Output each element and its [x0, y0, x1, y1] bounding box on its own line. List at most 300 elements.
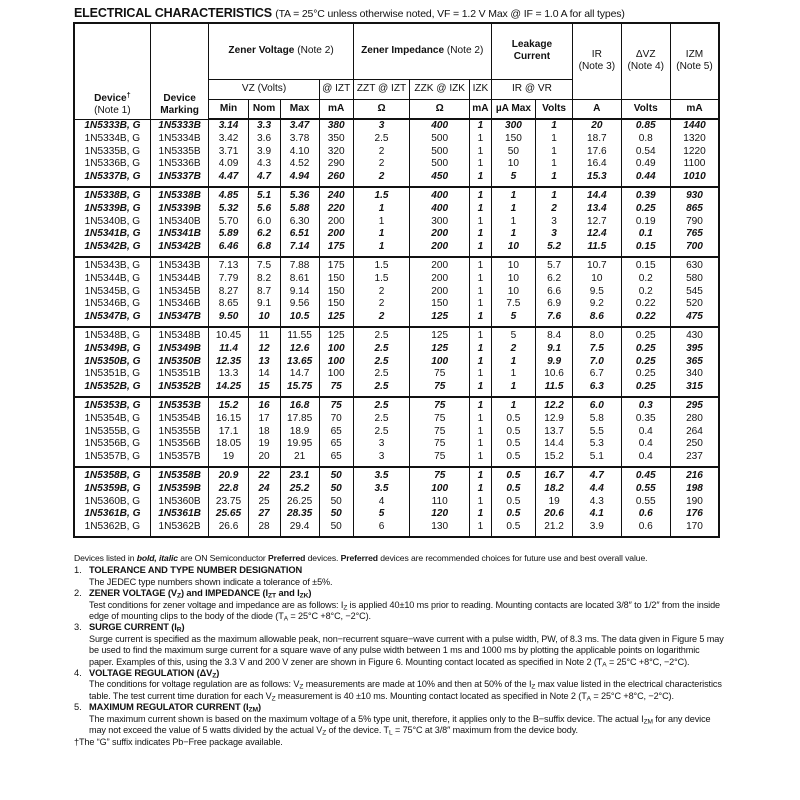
- cell-izk: 1: [470, 413, 492, 426]
- cell-vr: 12.2: [536, 397, 573, 413]
- cell-vz-min: 3.14: [209, 119, 248, 133]
- cell-vz-min: 14.25: [209, 381, 248, 397]
- group-header-zener-impedance: Zener Impedance (Note 2): [353, 23, 491, 79]
- cell-vz-nom: 3.3: [248, 119, 280, 133]
- cell-vr: 15.2: [536, 451, 573, 467]
- cell-zzk: 100: [410, 356, 470, 369]
- cell-vr: 6.6: [536, 286, 573, 299]
- cell-ir-ua: 10: [491, 241, 535, 257]
- table-row: [74, 298, 719, 311]
- col-header-device: Device† (Note 1): [74, 23, 150, 119]
- cell-vz-max: 4.52: [280, 158, 319, 171]
- cell-marking: 1N5355B: [150, 426, 209, 439]
- cell-device: 1N5342B, G: [74, 241, 150, 257]
- cell-ir-ua: 5: [491, 171, 535, 187]
- cell-vz-max: 5.88: [280, 203, 319, 216]
- device-note-label: (Note 1): [94, 104, 131, 116]
- cell-vr: 2: [536, 203, 573, 216]
- cell-zzk: 200: [410, 228, 470, 241]
- table-row: [74, 451, 719, 467]
- col-header-ir: IR (Note 3): [573, 23, 621, 99]
- cell-vz-max: 16.8: [280, 397, 319, 413]
- cell-vz-nom: 17: [248, 413, 280, 426]
- unit-header: Volts: [621, 99, 670, 119]
- cell-dvz: 0.45: [621, 467, 670, 483]
- cell-zzt: 1: [353, 216, 410, 229]
- cell-izk: 1: [470, 241, 492, 257]
- cell-zzk: 75: [410, 397, 470, 413]
- cell-izk: 1: [470, 327, 492, 343]
- cell-zzk: 75: [410, 438, 470, 451]
- cell-zzk: 75: [410, 467, 470, 483]
- cell-vz-min: 13.3: [209, 368, 248, 381]
- cell-device: 1N5362B, G: [74, 521, 150, 537]
- cell-zzt: 3.5: [353, 467, 410, 483]
- cell-vr: 18.2: [536, 483, 573, 496]
- table-row: [74, 426, 719, 439]
- cell-vz-min: 4.09: [209, 158, 248, 171]
- cell-izk: 1: [470, 286, 492, 299]
- cell-ir-ua: 0.5: [491, 413, 535, 426]
- cell-ir-a: 11.5: [573, 241, 621, 257]
- cell-zzt: 2: [353, 286, 410, 299]
- cell-izt: 65: [319, 438, 353, 451]
- cell-device: 1N5359B, G: [74, 483, 150, 496]
- cell-zzt: 4: [353, 496, 410, 509]
- table-row: [74, 397, 719, 413]
- cell-dvz: 0.22: [621, 311, 670, 327]
- cell-izm: 765: [670, 228, 719, 241]
- cell-device: 1N5354B, G: [74, 413, 150, 426]
- unit-header: Min: [209, 99, 248, 119]
- note-heading: MAXIMUM REGULATOR CURRENT $(I_{ZM})$: [89, 702, 262, 714]
- cell-dvz: 0.19: [621, 216, 670, 229]
- cell-ir-a: 15.3: [573, 171, 621, 187]
- cell-vr: 11.5: [536, 381, 573, 397]
- cell-vz-max: 25.2: [280, 483, 319, 496]
- cell-device: 1N5357B, G: [74, 451, 150, 467]
- cell-izt: 100: [319, 368, 353, 381]
- cell-vz-max: 13.65: [280, 356, 319, 369]
- cell-marking: 1N5350B: [150, 356, 209, 369]
- cell-izk: 1: [470, 187, 492, 203]
- cell-vz-min: 17.1: [209, 426, 248, 439]
- cell-vz-min: 26.6: [209, 521, 248, 537]
- cell-vr: 21.2: [536, 521, 573, 537]
- cell-device: 1N5346B, G: [74, 298, 150, 311]
- cell-zzt: 2.5: [353, 133, 410, 146]
- cell-marking: 1N5337B: [150, 171, 209, 187]
- table-row: [74, 273, 719, 286]
- cell-ir-ua: 0.5: [491, 496, 535, 509]
- cell-izk: 1: [470, 426, 492, 439]
- unit-header: Nom: [248, 99, 280, 119]
- cell-ir-ua: 300: [491, 119, 535, 133]
- cell-izt: 75: [319, 397, 353, 413]
- cell-ir-a: 4.3: [573, 496, 621, 509]
- cell-vz-nom: 27: [248, 508, 280, 521]
- cell-vz-nom: 15: [248, 381, 280, 397]
- cell-marking: 1N5362B: [150, 521, 209, 537]
- cell-zzk: 75: [410, 413, 470, 426]
- cell-vz-max: 5.36: [280, 187, 319, 203]
- cell-izm: 865: [670, 203, 719, 216]
- cell-vz-nom: 20: [248, 451, 280, 467]
- cell-dvz: 0.35: [621, 413, 670, 426]
- cell-vz-max: 18.9: [280, 426, 319, 439]
- cell-vz-max: 3.78: [280, 133, 319, 146]
- cell-ir-ua: 1: [491, 216, 535, 229]
- cell-device: 1N5343B, G: [74, 257, 150, 273]
- cell-izt: 50: [319, 483, 353, 496]
- cell-marking: 1N5333B: [150, 119, 209, 133]
- cell-vz-min: 20.9: [209, 467, 248, 483]
- cell-izk: 1: [470, 451, 492, 467]
- cell-device: 1N5349B, G: [74, 343, 150, 356]
- cell-device: 1N5334B, G: [74, 133, 150, 146]
- cell-vz-nom: 12: [248, 343, 280, 356]
- cell-zzk: 75: [410, 426, 470, 439]
- cell-marking: 1N5345B: [150, 286, 209, 299]
- cell-izm: 1100: [670, 158, 719, 171]
- cell-vz-nom: 18: [248, 426, 280, 439]
- cell-vr: 19: [536, 496, 573, 509]
- note-item: [74, 702, 724, 736]
- cell-vz-max: 21: [280, 451, 319, 467]
- cell-izt: 65: [319, 451, 353, 467]
- cell-vz-min: 9.50: [209, 311, 248, 327]
- cell-vz-max: 23.1: [280, 467, 319, 483]
- cell-device: 1N5348B, G: [74, 327, 150, 343]
- cell-dvz: 0.4: [621, 451, 670, 467]
- cell-izt: 50: [319, 521, 353, 537]
- table-row: [74, 343, 719, 356]
- cell-ir-a: 13.4: [573, 203, 621, 216]
- cell-device: 1N5337B, G: [74, 171, 150, 187]
- cell-izk: 1: [470, 158, 492, 171]
- cell-izm: 315: [670, 381, 719, 397]
- cell-izk: 1: [470, 508, 492, 521]
- cell-ir-a: 5.3: [573, 438, 621, 451]
- cell-marking: 1N5353B: [150, 397, 209, 413]
- table-row: [74, 133, 719, 146]
- cell-dvz: 0.8: [621, 133, 670, 146]
- cell-dvz: 0.49: [621, 158, 670, 171]
- cell-izm: 280: [670, 413, 719, 426]
- cell-vz-max: 6.51: [280, 228, 319, 241]
- note-heading: SURGE CURRENT $(I_R)$: [89, 622, 185, 635]
- cell-zzt: 1.5: [353, 187, 410, 203]
- cell-vr: 14.4: [536, 438, 573, 451]
- cell-vr: 12.9: [536, 413, 573, 426]
- cell-vr: 7.6: [536, 311, 573, 327]
- cell-zzt: 2: [353, 298, 410, 311]
- cell-izm: 520: [670, 298, 719, 311]
- cell-izm: 1010: [670, 171, 719, 187]
- cell-vz-nom: 10: [248, 311, 280, 327]
- cell-vz-nom: 9.1: [248, 298, 280, 311]
- table-row: [74, 241, 719, 257]
- cell-ir-a: 18.7: [573, 133, 621, 146]
- note-body: The conditions for voltage regulation are as follows: $V_Z$ measurements are made at 10% and then at 50% of the $I_Z$ max value listed in the electrical characteristics table. The test current time duration for each $V_Z$ measurement is 40 ±10 ms. Mounting contact located as specified in Note 2 ($T_A = 25^\circ C +8^\circ C$, −2°C).: [89, 679, 722, 703]
- cell-izm: 176: [670, 508, 719, 521]
- cell-vz-max: 10.5: [280, 311, 319, 327]
- cell-vr: 8.4: [536, 327, 573, 343]
- cell-marking: 1N5346B: [150, 298, 209, 311]
- cell-izm: 930: [670, 187, 719, 203]
- cell-vz-max: 28.35: [280, 508, 319, 521]
- cell-ir-a: 16.4: [573, 158, 621, 171]
- cell-izt: 220: [319, 203, 353, 216]
- cell-zzk: 130: [410, 521, 470, 537]
- col-header-izm: IZM (Note 5): [670, 23, 719, 99]
- cell-zzk: 200: [410, 257, 470, 273]
- cell-marking: 1N5334B: [150, 133, 209, 146]
- cell-zzk: 200: [410, 241, 470, 257]
- cell-marking: 1N5351B: [150, 368, 209, 381]
- cell-vr: 1: [536, 133, 573, 146]
- cell-izk: 1: [470, 273, 492, 286]
- cell-ir-a: 3.9: [573, 521, 621, 537]
- note-item: [74, 622, 724, 668]
- cell-izk: 1: [470, 133, 492, 146]
- cell-ir-a: 9.2: [573, 298, 621, 311]
- cell-izm: 340: [670, 368, 719, 381]
- cell-vz-nom: 4.7: [248, 171, 280, 187]
- unit-header: µA Max: [491, 99, 535, 119]
- marking-label-line2: Marking: [160, 104, 199, 116]
- cell-dvz: 0.25: [621, 381, 670, 397]
- cell-device: 1N5353B, G: [74, 397, 150, 413]
- table-row: [74, 171, 719, 187]
- cell-zzt: 2: [353, 171, 410, 187]
- table-row: [74, 216, 719, 229]
- cell-dvz: 0.2: [621, 286, 670, 299]
- cell-zzt: 3.5: [353, 483, 410, 496]
- cell-marking: 1N5359B: [150, 483, 209, 496]
- cell-vz-max: 9.56: [280, 298, 319, 311]
- cell-zzt: 2.5: [353, 356, 410, 369]
- col-header-ir-at-vr: IR @ VR: [491, 79, 572, 99]
- table-row: [74, 286, 719, 299]
- cell-marking: 1N5352B: [150, 381, 209, 397]
- table-row: [74, 158, 719, 171]
- note-heading: VOLTAGE REGULATION $(\Delta V_Z)$: [89, 668, 220, 680]
- cell-dvz: 0.54: [621, 146, 670, 159]
- cell-dvz: 0.4: [621, 426, 670, 439]
- cell-izm: 250: [670, 438, 719, 451]
- cell-izk: 1: [470, 146, 492, 159]
- cell-ir-ua: 5: [491, 327, 535, 343]
- cell-marking: 1N5357B: [150, 451, 209, 467]
- cell-zzt: 1: [353, 241, 410, 257]
- cell-dvz: 0.25: [621, 327, 670, 343]
- cell-ir-a: 17.6: [573, 146, 621, 159]
- unit-header: Volts: [536, 99, 573, 119]
- cell-dvz: 0.39: [621, 187, 670, 203]
- cell-vz-nom: 22: [248, 467, 280, 483]
- cell-zzk: 450: [410, 171, 470, 187]
- cell-vz-min: 11.4: [209, 343, 248, 356]
- cell-vr: 13.7: [536, 426, 573, 439]
- cell-izm: 237: [670, 451, 719, 467]
- cell-vz-min: 10.45: [209, 327, 248, 343]
- table-row: [74, 381, 719, 397]
- cell-dvz: 0.6: [621, 521, 670, 537]
- section-title: [74, 6, 625, 20]
- cell-marking: 1N5344B: [150, 273, 209, 286]
- cell-izm: 216: [670, 467, 719, 483]
- cell-dvz: 0.25: [621, 343, 670, 356]
- cell-zzt: 2.5: [353, 327, 410, 343]
- cell-device: 1N5333B, G: [74, 119, 150, 133]
- cell-vz-min: 15.2: [209, 397, 248, 413]
- electrical-characteristics-table: [73, 22, 720, 538]
- cell-ir-ua: 150: [491, 133, 535, 146]
- cell-ir-a: 7.5: [573, 343, 621, 356]
- table-row: [74, 496, 719, 509]
- note-body: Surge current is specified as the maximum allowable peak, non−recurrent square−wave current with a pulse width, PW, of 8.3 ms. The data given in Figure 5 may be used to find the maximum surge current for a square wave of any pulse width between 1 ms and 1000 ms by plotting the applicable points on logarithmic paper. Examples of this, using the 3.3 V and 200 V zener are shown in Figure 6. Mounting contact located as specified in Note 2 ($T_A = 25^\circ C +8^\circ C$, −2°C).: [89, 633, 724, 669]
- cell-vr: 6.2: [536, 273, 573, 286]
- cell-izk: 1: [470, 343, 492, 356]
- cell-izk: 1: [470, 438, 492, 451]
- cell-device: 1N5340B, G: [74, 216, 150, 229]
- cell-ir-ua: 7.5: [491, 298, 535, 311]
- cell-ir-a: 4.4: [573, 483, 621, 496]
- cell-zzk: 75: [410, 451, 470, 467]
- cell-ir-ua: 0.5: [491, 508, 535, 521]
- cell-ir-a: 6.0: [573, 397, 621, 413]
- cell-vz-nom: 25: [248, 496, 280, 509]
- note-item: [74, 668, 724, 702]
- cell-zzt: 2: [353, 158, 410, 171]
- cell-marking: 1N5340B: [150, 216, 209, 229]
- cell-ir-ua: 0.5: [491, 483, 535, 496]
- cell-marking: 1N5361B: [150, 508, 209, 521]
- cell-zzt: 3: [353, 438, 410, 451]
- note-number: 2.: [74, 588, 82, 599]
- cell-vz-min: 18.05: [209, 438, 248, 451]
- cell-ir-a: 9.5: [573, 286, 621, 299]
- note-number: 3.: [74, 622, 82, 633]
- cell-izt: 75: [319, 381, 353, 397]
- cell-zzk: 500: [410, 146, 470, 159]
- cell-izm: 545: [670, 286, 719, 299]
- numbered-notes: [74, 565, 724, 736]
- cell-zzt: 2.5: [353, 368, 410, 381]
- cell-ir-a: 6.7: [573, 368, 621, 381]
- cell-device: 1N5335B, G: [74, 146, 150, 159]
- cell-vz-max: 26.25: [280, 496, 319, 509]
- cell-zzt: 2: [353, 311, 410, 327]
- cell-zzt: 6: [353, 521, 410, 537]
- cell-vz-min: 5.70: [209, 216, 248, 229]
- cell-vz-min: 12.35: [209, 356, 248, 369]
- preferred-devices-note: Devices listed in bold, italic are ON Semiconductor Preferred devices. Preferred devices are recommended choices for future use and best overall value.: [74, 553, 648, 563]
- unit-header: mA: [470, 99, 492, 119]
- cell-vr: 5.7: [536, 257, 573, 273]
- table-row: [74, 356, 719, 369]
- cell-ir-a: 6.3: [573, 381, 621, 397]
- cell-device: 1N5361B, G: [74, 508, 150, 521]
- cell-vz-nom: 24: [248, 483, 280, 496]
- cell-zzk: 400: [410, 119, 470, 133]
- cell-zzt: 2.5: [353, 343, 410, 356]
- notes-section: [74, 553, 724, 748]
- cell-device: 1N5355B, G: [74, 426, 150, 439]
- cell-dvz: 0.55: [621, 483, 670, 496]
- cell-izm: 170: [670, 521, 719, 537]
- cell-vz-min: 5.32: [209, 203, 248, 216]
- cell-vz-min: 4.85: [209, 187, 248, 203]
- cell-izk: 1: [470, 119, 492, 133]
- cell-izk: 1: [470, 397, 492, 413]
- cell-zzk: 110: [410, 496, 470, 509]
- cell-device: 1N5344B, G: [74, 273, 150, 286]
- cell-zzk: 500: [410, 158, 470, 171]
- cell-ir-ua: 10: [491, 257, 535, 273]
- cell-ir-ua: 50: [491, 146, 535, 159]
- cell-marking: 1N5360B: [150, 496, 209, 509]
- cell-vz-nom: 8.2: [248, 273, 280, 286]
- cell-device: 1N5341B, G: [74, 228, 150, 241]
- cell-vz-nom: 6.0: [248, 216, 280, 229]
- cell-marking: 1N5358B: [150, 467, 209, 483]
- cell-dvz: 0.25: [621, 368, 670, 381]
- cell-izm: 790: [670, 216, 719, 229]
- cell-izt: 100: [319, 343, 353, 356]
- unit-header: Ω: [410, 99, 470, 119]
- cell-izt: 320: [319, 146, 353, 159]
- cell-vr: 1: [536, 146, 573, 159]
- cell-ir-ua: 1: [491, 381, 535, 397]
- title-main: ELECTRICAL CHARACTERISTICS: [74, 6, 272, 20]
- group-header-zener-voltage: Zener Voltage (Note 2): [209, 23, 353, 79]
- cell-marking: 1N5342B: [150, 241, 209, 257]
- cell-zzk: 200: [410, 286, 470, 299]
- cell-zzt: 2: [353, 146, 410, 159]
- cell-zzk: 300: [410, 216, 470, 229]
- note-body: The JEDEC type numbers shown indicate a tolerance of ±5%.: [89, 576, 333, 587]
- cell-vz-nom: 6.2: [248, 228, 280, 241]
- cell-vz-max: 4.10: [280, 146, 319, 159]
- table-row: [74, 521, 719, 537]
- cell-izm: 190: [670, 496, 719, 509]
- cell-izm: 198: [670, 483, 719, 496]
- cell-izt: 200: [319, 228, 353, 241]
- cell-vz-min: 7.79: [209, 273, 248, 286]
- cell-vz-max: 7.14: [280, 241, 319, 257]
- cell-vr: 10.6: [536, 368, 573, 381]
- cell-vz-min: 3.71: [209, 146, 248, 159]
- cell-vz-nom: 28: [248, 521, 280, 537]
- note-body: The maximum current shown is based on the maximum voltage of a 5% type unit, therefore, it applies only to the B−suffix device. The actual $I_{ZM}$ for any device may not exceed the value of 5 watts divided by the actual $V_Z$ of the device. $T_L = 75^\circ C$ at 3/8″ maximum from the device body.: [89, 713, 711, 737]
- cell-izt: 70: [319, 413, 353, 426]
- table-row: [74, 483, 719, 496]
- cell-zzk: 400: [410, 187, 470, 203]
- cell-zzt: 2.5: [353, 413, 410, 426]
- cell-vr: 1: [536, 119, 573, 133]
- cell-izm: 395: [670, 343, 719, 356]
- table-row: [74, 413, 719, 426]
- cell-marking: 1N5347B: [150, 311, 209, 327]
- cell-izt: 350: [319, 133, 353, 146]
- cell-izt: 50: [319, 496, 353, 509]
- cell-izk: 1: [470, 298, 492, 311]
- cell-dvz: 0.2: [621, 273, 670, 286]
- cell-zzk: 75: [410, 368, 470, 381]
- cell-vz-max: 12.6: [280, 343, 319, 356]
